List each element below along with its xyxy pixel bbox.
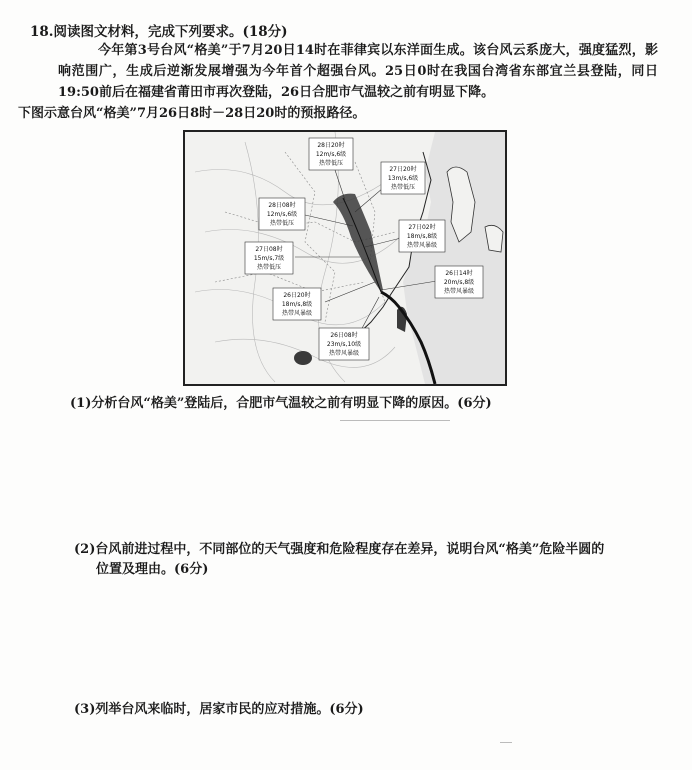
svg-text:热带风暴级: 热带风暴级 [281, 310, 313, 317]
svg-text:热带低压: 热带低压 [318, 160, 344, 167]
svg-text:12m/s,6级: 12m/s,6级 [315, 151, 347, 158]
svg-text:热带低压: 热带低压 [256, 264, 282, 271]
sub-question-2-line-1: (2)台风前进过程中，不同部位的天气强度和危险程度存在差异，说明台风“格美”危险半圆的 [74, 542, 605, 557]
svg-text:热带风暴级: 热带风暴级 [443, 288, 475, 295]
svg-text:23m/s,10级: 23m/s,10级 [326, 341, 362, 348]
callout-26d08 [319, 328, 369, 360]
svg-text:20m/s,8级: 20m/s,8级 [443, 279, 475, 286]
sub-question-1: (1)分析台风“格美”登陆后，合肥市气温较之前有明显下降的原因。(6分) [70, 396, 492, 411]
callout-27d08 [245, 242, 293, 274]
svg-text:热带低压: 热带低压 [390, 184, 416, 191]
question-number: 18. [30, 24, 54, 40]
svg-text:18m/s,8级: 18m/s,8级 [281, 301, 313, 308]
svg-text:热带低压: 热带低压 [269, 220, 295, 227]
map-svg [185, 132, 505, 384]
svg-text:13m/s,6级: 13m/s,6级 [387, 175, 419, 182]
callout-27d02 [399, 220, 445, 252]
sub-question-2-line-2: 位置及理由。(6分) [96, 562, 209, 577]
svg-text:28日08时: 28日08时 [268, 202, 296, 209]
svg-text:12m/s,6级: 12m/s,6级 [266, 211, 298, 218]
svg-text:26日14时: 26日14时 [445, 270, 473, 277]
callout-28d20 [309, 138, 353, 170]
sub-question-3: (3)列举台风来临时，居家市民的应对措施。(6分) [74, 702, 364, 717]
svg-text:18m/s,8级: 18m/s,8级 [406, 233, 438, 240]
svg-text:27日20时: 27日20时 [389, 166, 417, 173]
svg-text:热带风暴级: 热带风暴级 [328, 350, 360, 357]
question-instruction: 阅读图文材料，完成下列要求。(18分) [53, 24, 288, 40]
sub-question-2 [74, 540, 654, 580]
svg-text:15m/s,7级: 15m/s,7级 [253, 255, 285, 262]
callout-28d08 [259, 198, 305, 230]
svg-text:热带风暴级: 热带风暴级 [406, 242, 438, 249]
callout-26d14 [435, 266, 483, 298]
question-header [30, 20, 288, 40]
material-line-1: 今年第3号台风“格美”于7月20日14时在菲律宾以东洋面生成。该台风云系庞大，强度 [98, 43, 606, 58]
svg-text:27日08时: 27日08时 [255, 246, 283, 253]
scan-mark [340, 420, 450, 421]
svg-text:27日02时: 27日02时 [408, 224, 436, 231]
material-paragraph [18, 40, 658, 124]
svg-text:26日20时: 26日20时 [283, 292, 311, 299]
typhoon-track-map [183, 130, 507, 386]
svg-text:26日08时: 26日08时 [330, 332, 358, 339]
callout-27d20 [381, 162, 425, 194]
material-line-4: 下图示意台风“格美”7月26日8时－28日20时的预报路径。 [18, 106, 366, 121]
material-line-3: 兰县登陆，同日19:50前后在福建省莆田市再次登陆，26日合肥市气温较之前有明显下降。 [58, 64, 658, 100]
scan-mark [500, 742, 512, 743]
material-line-2: 猛烈，影响范围广，生成后逆渐发展增强为今年首个超强台风。25日0时在我国台湾省东部宜 [58, 43, 658, 79]
svg-text:28日20时: 28日20时 [317, 142, 345, 149]
hainan-island [294, 351, 312, 365]
callout-26d20 [273, 288, 321, 320]
